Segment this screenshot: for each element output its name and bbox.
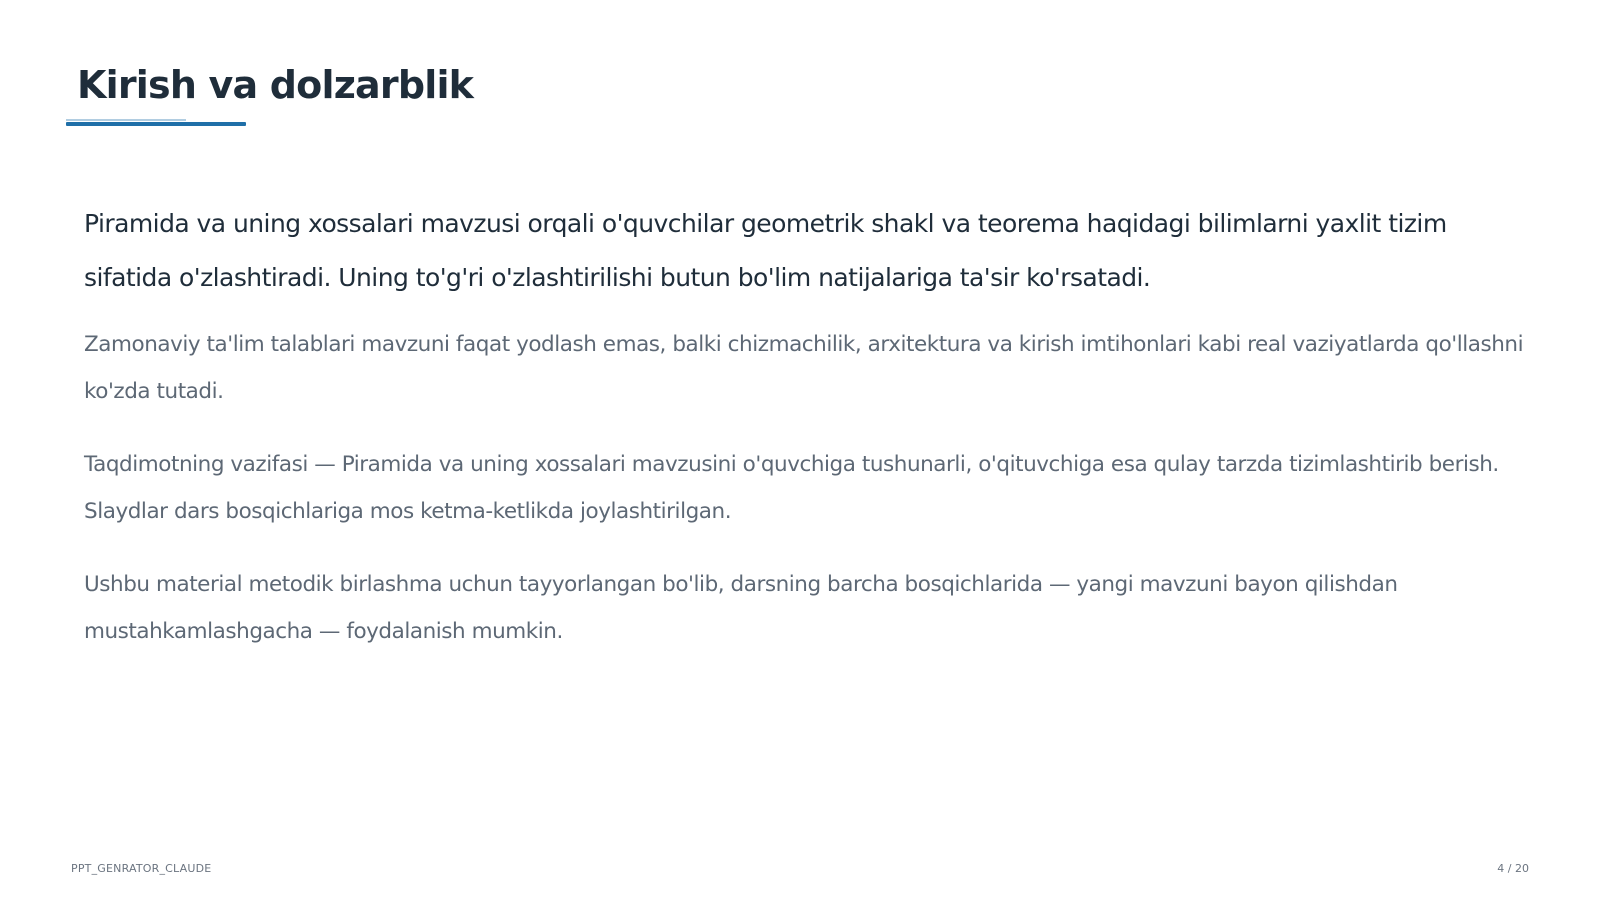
page-indicator: 4 / 20 [1497, 862, 1529, 875]
body-paragraph-1: Zamonaviy ta'lim talablari mavzuni faqat yodlash emas, balki chizmachilik, arxitektura va kirish imtihonlari kabi real vaziyatlarda qo'llashni ko'zda tutadi. [84, 332, 1524, 404]
slide-body [84, 197, 1524, 681]
title-underline [66, 122, 246, 126]
body-paragraph-2: Taqdimotning vazifasi — Piramida va uning xossalari mavzusini o'quvchiga tushunarli, o'qituvchiga esa qulay tarzda tizimlashtirib berish. Slaydlar dars bosqichlariga mos ketma-ketlikda joylashtirilgan. [84, 452, 1499, 524]
footer-brand: PPT_GENRATOR_CLAUDE [71, 862, 212, 875]
lead-paragraph: Piramida va uning xossalari mavzusi orqali o'quvchilar geometrik shakl va teorema haqidagi bilimlarni yaxlit tizim sifatida o'zlashtiradi. Uning to'g'ri o'zlashtirilishi butun bo'lim natijalariga ta'sir ko'rsatadi. [84, 209, 1447, 292]
title-underline-accent [66, 119, 186, 121]
slide-title: Kirish va dolzarblik [77, 63, 474, 107]
body-paragraph-3: Ushbu material metodik birlashma uchun tayyorlangan bo'lib, darsning barcha bosqichlarida — yangi mavzuni bayon qilishdan mustahkamlashgacha — foydalanish mumkin. [84, 572, 1398, 644]
